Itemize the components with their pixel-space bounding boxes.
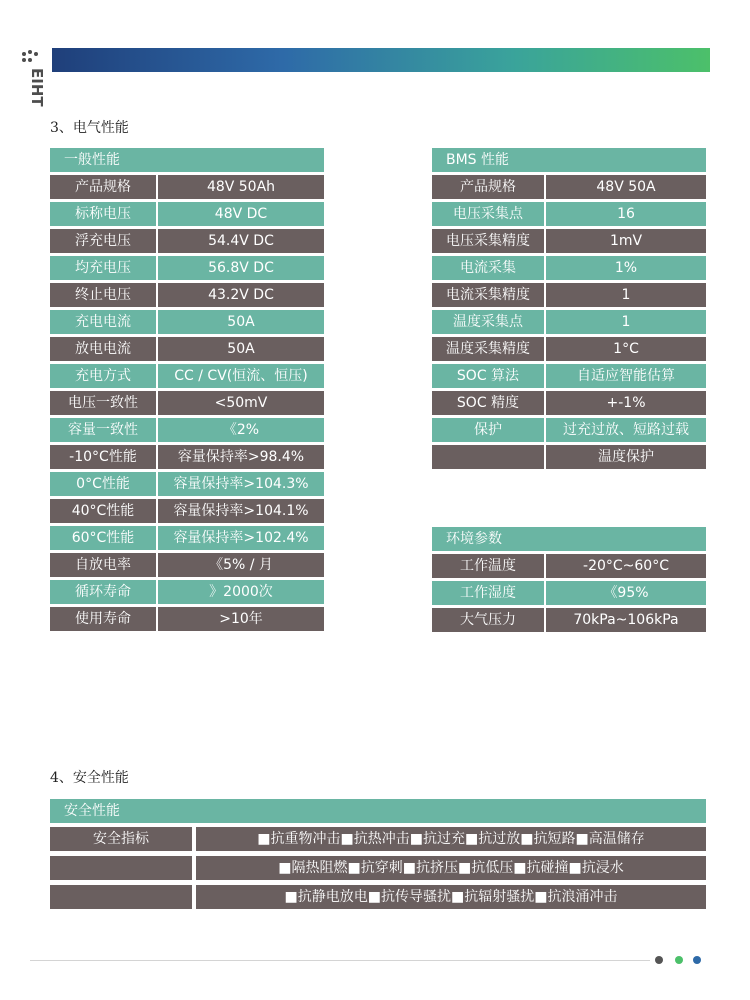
safety-row [50,827,706,851]
safety-item: ■抗挤压 [402,860,458,876]
bms-value: 温度保护 [546,445,706,469]
safety-item: ■抗辐射骚扰 [451,889,535,905]
general-label: 产品规格 [50,175,156,199]
general-label: 循环寿命 [50,580,156,604]
safety-item: ■抗短路 [520,831,576,847]
bms-label: 电压采集精度 [432,229,544,253]
header-banner [52,48,710,72]
general-value: 容量保持率>102.4% [158,526,324,550]
bms-label: 保护 [432,418,544,442]
general-row [50,364,324,388]
general-row [50,499,324,523]
safety-items [196,827,706,851]
env-label: 大气压力 [432,608,544,632]
safety-items [196,856,706,880]
general-row [50,553,324,577]
bms-value: 16 [546,202,706,226]
bms-value: 48V 50A [546,175,706,199]
general-value: CC / CV(恒流、恒压) [158,364,324,388]
general-value: 《5% / 月 [158,553,324,577]
general-label: 60°C性能 [50,526,156,550]
safety-item: ■抗浪涌冲击 [534,889,618,905]
bms-row [432,256,706,280]
footer-line [30,960,650,961]
safety-item: ■抗浸水 [568,860,624,876]
footer-dot [675,956,683,964]
bms-label: SOC 算法 [432,364,544,388]
general-label: 40°C性能 [50,499,156,523]
safety-item: ■抗过充 [409,831,465,847]
safety-row [50,885,706,909]
bms-label: 温度采集点 [432,310,544,334]
bms-row [432,202,706,226]
bms-label: 电流采集 [432,256,544,280]
bms-value: 1% [546,256,706,280]
general-value: 容量保持率>104.3% [158,472,324,496]
svg-text:EIHT: EIHT [28,68,46,107]
safety-item: ■抗过放 [465,831,521,847]
safety-item: ■抗穿刺 [347,860,403,876]
safety-item: ■抗低压 [458,860,514,876]
safety-row-label [50,885,192,909]
general-value: 50A [158,310,324,334]
general-row [50,337,324,361]
general-value: 54.4V DC [158,229,324,253]
safety-row-label [50,856,192,880]
safety-item: ■抗静电放电 [284,889,368,905]
general-row [50,580,324,604]
general-label: 标称电压 [50,202,156,226]
general-label: 均充电压 [50,256,156,280]
bms-value: 过充过放、短路过载 [546,418,706,442]
safety-header: 安全性能 [50,799,706,823]
bms-row [432,391,706,415]
general-row [50,256,324,280]
env-label: 工作湿度 [432,581,544,605]
general-label: 自放电率 [50,553,156,577]
general-label: 使用寿命 [50,607,156,631]
general-row [50,310,324,334]
env-row [432,608,706,632]
bms-value: 1 [546,283,706,307]
bms-row [432,175,706,199]
bms-header-row [432,148,706,172]
general-header: 一般性能 [50,148,324,172]
general-value: 48V DC [158,202,324,226]
safety-item: ■抗重物冲击 [257,831,341,847]
general-label: 0°C性能 [50,472,156,496]
bms-row [432,337,706,361]
bms-value: 1mV [546,229,706,253]
safety-item: ■高温储存 [575,831,645,847]
bms-label: 电流采集精度 [432,283,544,307]
safety-item: ■隔热阻燃 [278,860,348,876]
bms-label: 温度采集精度 [432,337,544,361]
general-value: 》2000次 [158,580,324,604]
general-row [50,526,324,550]
general-label: 终止电压 [50,283,156,307]
bms-row [432,364,706,388]
general-value: 56.8V DC [158,256,324,280]
bms-header: BMS 性能 [432,148,706,172]
general-value: 容量保持率>98.4% [158,445,324,469]
bms-row [432,283,706,307]
general-row [50,418,324,442]
general-row [50,175,324,199]
env-label: 工作温度 [432,554,544,578]
bms-value: +-1% [546,391,706,415]
general-value: 容量保持率>104.1% [158,499,324,523]
general-row [50,391,324,415]
electric-section-title: 3、电气性能 [50,120,129,136]
general-label: 放电电流 [50,337,156,361]
bms-row [432,229,706,253]
general-row [50,202,324,226]
general-header-row [50,148,324,172]
general-label: 容量一致性 [50,418,156,442]
general-value: 43.2V DC [158,283,324,307]
bms-value: 自适应智能估算 [546,364,706,388]
brand-logo [18,48,46,118]
general-row [50,607,324,631]
general-row [50,445,324,469]
footer-dot [655,956,663,964]
general-value: 《2% [158,418,324,442]
safety-row-label: 安全指标 [50,827,192,851]
bms-label [432,445,544,469]
bms-value: 1 [546,310,706,334]
safety-section-title: 4、安全性能 [50,770,129,786]
bms-label: SOC 精度 [432,391,544,415]
general-row [50,229,324,253]
general-value: <50mV [158,391,324,415]
bms-label: 产品规格 [432,175,544,199]
safety-item: ■抗碰撞 [513,860,569,876]
footer-dot [693,956,701,964]
env-header: 环境参数 [432,527,706,551]
safety-row [50,856,706,880]
env-header-row [432,527,706,551]
general-label: 浮充电压 [50,229,156,253]
general-label: 电压一致性 [50,391,156,415]
safety-item: ■抗热冲击 [340,831,410,847]
general-label: 充电方式 [50,364,156,388]
general-label: 充电电流 [50,310,156,334]
safety-items [196,885,706,909]
env-value: 70kPa~106kPa [546,608,706,632]
bms-label: 电压采集点 [432,202,544,226]
bms-row [432,310,706,334]
safety-item: ■抗传导骚扰 [367,889,451,905]
env-row [432,581,706,605]
env-value: -20°C~60°C [546,554,706,578]
general-row [50,283,324,307]
env-row [432,554,706,578]
env-value: 《95% [546,581,706,605]
general-label: -10°C性能 [50,445,156,469]
bms-row [432,445,706,469]
general-value: >10年 [158,607,324,631]
safety-header-row [50,799,706,823]
general-row [50,472,324,496]
general-value: 48V 50Ah [158,175,324,199]
bms-row [432,418,706,442]
general-value: 50A [158,337,324,361]
bms-value: 1°C [546,337,706,361]
